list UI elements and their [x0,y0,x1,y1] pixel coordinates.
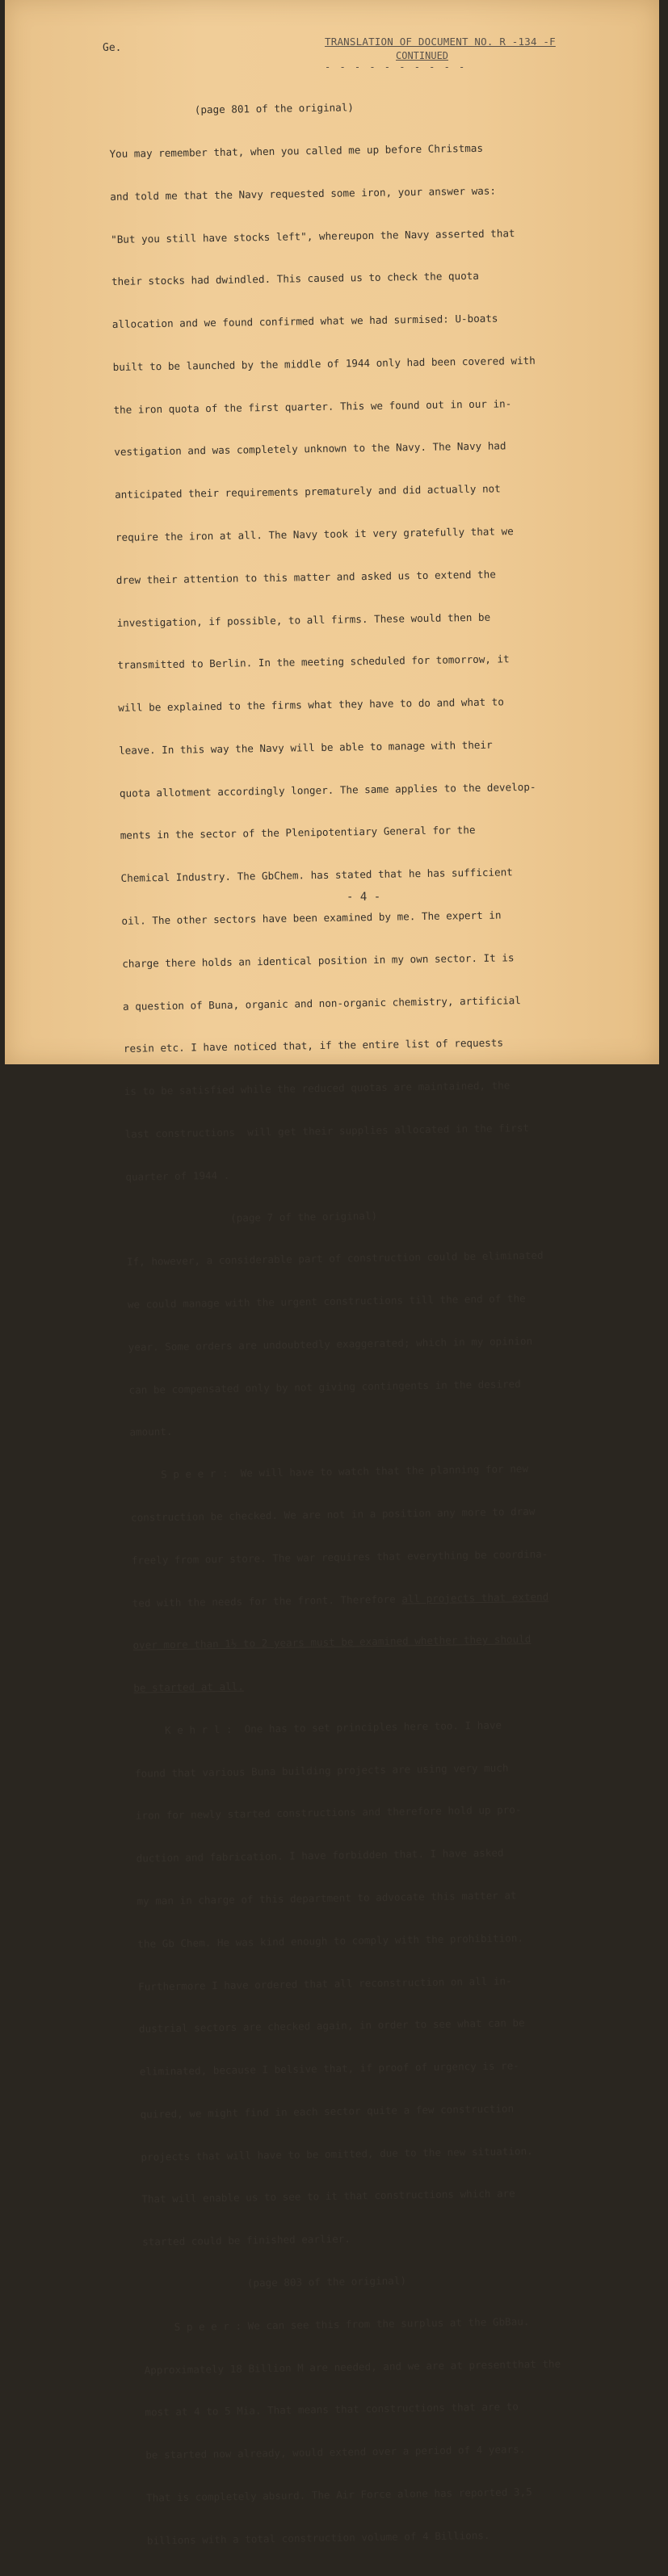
text-line: be started now already, would extend over a period of 4 years. [145,2443,526,2461]
text-line: S p e e r : We will have to watch that the planning for new [130,1462,529,1481]
text-line: found that various Buna building projects are using very much [134,1761,509,1780]
text-line: freely from our store. The war requires that everything be coordina- [131,1547,548,1567]
text-line: year. Some orders are undoubtedly exaggerated; which in my opinion [128,1334,533,1353]
text-line: Chemical Industry. The GbChem. has stated that he has sufficient [120,866,513,885]
text-segment: ted with the needs for the front. Therefore [132,1592,402,1609]
text-line: my man in charge of this department to advocate this matter at [137,1889,517,1907]
text-line: drew their attention to this matter and asked us to extend the [116,568,496,586]
text-line: their stocks had dwindled. This caused us to check the quota [111,270,480,288]
text-line: (page 7 of the original) [126,1209,378,1226]
text-line: can be compensated only by not giving contingents in the desired [128,1377,521,1396]
text-line: and told me that the Navy requested some iron, your answer was: [110,184,497,203]
underlined-text: be started at all. [133,1680,244,1694]
text-line: last constructions will get their supplies allocated in the first [124,1121,530,1140]
text-line: investigation, if possible, to all firms. These would then be [116,610,491,629]
text-line: will be explained to the firms what they have to do and what to [118,695,505,715]
text-line: anticipated their requirements prematurely and did actually not [115,482,501,501]
text-line: most at 4 to 5 Mia. That means that constructions that are to [145,2400,519,2419]
text-line: dustrial sectors are checked again, in order to see what can be [138,2016,525,2036]
text-line: That is completely absurd. The Air Force alone has reported 3,5 [145,2486,532,2504]
text-line [133,1674,600,1696]
text-line: quota allotment accordingly longer. The same applies to the develop- [119,780,536,799]
underlined-text: over more than 1½ to 2 years must be examined whether they should [132,1633,531,1652]
text-line: Approximately 18 Billion M are needed, and we are at presentthat the [144,2357,561,2377]
text-line: vestigation and was completely unknown to the Navy. The Navy had [114,439,506,459]
text-line: (page 803 of the original) [142,2274,407,2291]
text-line: is to be satisfied while the reduced quotas are maintained, the [124,1079,510,1098]
text-line: quired, we might find in each sector quite a few construction [140,2102,515,2121]
text-line: quarter of 1944 . [125,1168,230,1183]
text-line: If, however, a considerable part of construction could be eliminated [126,1249,544,1269]
text-line: iron for newly started constructions and therefore hold up pro- [135,1803,522,1823]
text-line: require the iron at all. The Navy took it very gratefully that we [115,525,514,543]
document-page [5,0,659,2547]
page-number: - 4 - [347,891,381,904]
text-line: a question of Buna, organic and non-organic chemistry, artificial [122,993,521,1013]
text-line: billions with a total construction volume of 4 Billions. [146,2528,490,2547]
document-code: Ge. [103,42,122,54]
text-line: the iron quota of the first quarter. This we found out in our in- [113,396,512,416]
text-line [132,1631,599,1653]
text-line: That will enable us to see to it that constructions which are [141,2187,515,2206]
text-line [132,1588,599,1610]
text-line: charge there holds an identical position in my own sector. It is [122,951,515,970]
text-line: (page 801 of the original) [108,101,355,118]
underlined-text: all projects that extend [401,1590,549,1605]
text-line: oil. The other sectors have been examined by me. The expert in [121,908,502,927]
text-line: amount. [129,1425,173,1439]
text-line: "But you still have stocks left", whereupon the Navy asserted that [111,226,515,245]
text-line: started could be finished earlier. [142,2232,351,2248]
text-line: leave. In this way the Navy will be able to manage with their [119,738,493,757]
text-line: the Gb Chem. He was kind enough to comply with the prohibition. [137,1931,524,1950]
text-line: transmitted to Berlin. In the meeting scheduled for tomorrow, it [117,652,510,672]
header-dashes: - - - - - - - - - - [325,61,467,73]
text-line: ments in the sector of the Plenipotentiary General for the [120,824,476,842]
text-line: built to be launched by the middle of 1944 only had been covered with [112,354,536,373]
document-continued-label: CONTINUED [396,50,449,61]
document-title: TRANSLATION OF DOCUMENT NO. R -134 -F [325,36,556,48]
text-line: K e h r l : One has to set principles here too. I have [134,1718,502,1737]
text-line: S p e e r : We can see this from the surplus at the GbBau. [143,2314,530,2334]
text-line: resin etc. I have noticed that, if the entire list of requests [123,1036,504,1055]
text-line: allocation and we found confirmed what we had surmised: U-boats [111,312,498,331]
text-line: we could manage with the urgent constructions till the end of the [127,1292,526,1311]
text-line: You may remember that, when you called me up before Christmas [109,141,484,160]
text-line: projects that will have to be omitted, due to the new situation. [141,2144,533,2163]
text-line: eliminated, because I belsive that, if proof of urgency is re- [139,2059,519,2078]
text-line: Furthermore I have ordered that all reconstruction on all in- [138,1974,512,1993]
text-line: construction be checked. We are not in a position any more to draw [130,1504,536,1524]
text-line: duction and fabrication. I have forbidden that. I have asked [136,1846,504,1865]
document-body [108,69,615,2576]
